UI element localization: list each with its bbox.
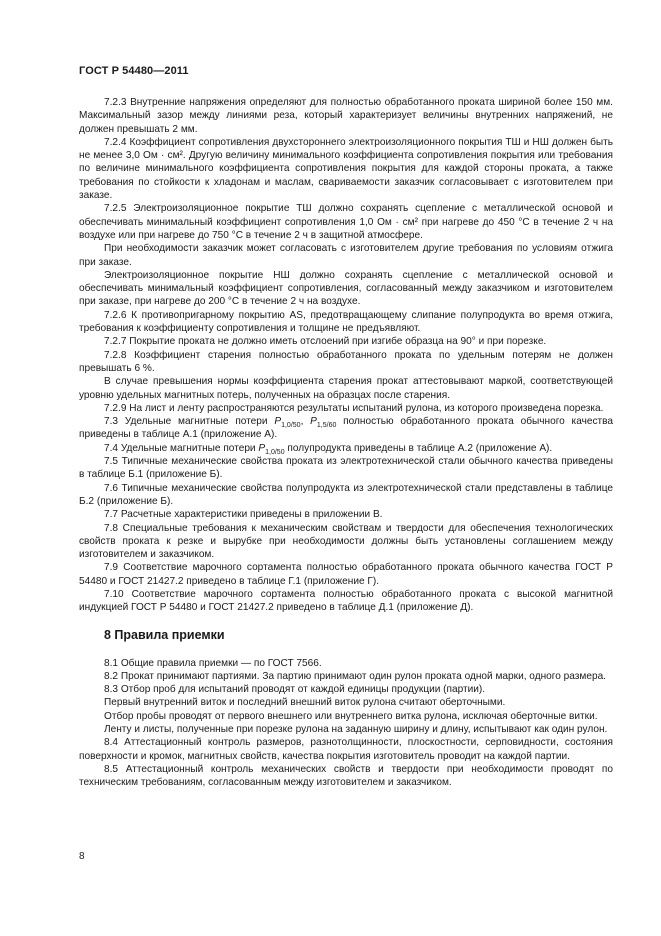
paragraph-8-4: 8.4 Аттестационный контроль размеров, разнотолщинности, плоскостности, серповидности, состояния поверхности и кромок, магнитных свойств, качества покрытия изготовитель проводит на каждой партии. — [79, 737, 613, 762]
page-number: 8 — [79, 851, 85, 862]
paragraph-7-7: 7.7 Расчетные характеристики приведены в приложении В. — [104, 509, 383, 521]
document-header: ГОСТ Р 54480—2011 — [79, 65, 189, 77]
paragraph-8-2: 8.2 Прокат принимают партиями. За партию принимают один рулон проката одной марки, одного размера. — [104, 670, 606, 682]
paragraph-wrap-turns: Первый внутренний виток и последний внешний виток рулона считают оберточными. — [104, 697, 506, 709]
paragraph-7-2-6: 7.2.6 К противопригарному покрытию AS, предотвращающему слипание полупродукта во время отжига, требования к коэффициенту сопротивления и толщине не предъявляют. — [79, 309, 613, 335]
paragraph-7-2-5: 7.2.5 Электроизоляционное покрытие ТШ должно сохранять сцепление с металлической основой и обеспечивать минимальный коэффициент сопротивления 1,0 Ом · см² при нагреве до 450 °С в течение 2 ч на воздухе или при нагреве до 750 °С в течение 2 ч в защитной атмосфере. — [79, 203, 613, 241]
paragraph-7-4: 7.4 Удельные магнитные потери $P_{1,0/50}$ полупродукта приведены в таблице А.2 (приложение А). — [104, 442, 553, 456]
paragraph-7-8: 7.8 Специальные требования к механическим свойствам и твердости для обеспечения технологических свойств проката к резке и вырубке при необходимости должны быть установлены соглашением между изготовителем и заказчиком. — [79, 522, 613, 561]
paragraph-7-2-3: 7.2.3 Внутренние напряжения определяют для полностью обработанного проката шириной более 150 мм. Максимальный зазор между линиями реза, который характеризует величины внутренних напряжений, не должен превышать 2 мм. — [79, 97, 613, 135]
paragraph-8-5: 8.5 Аттестационный контроль механических свойств и твердости при необходимости проводят по техническим требованиям, согласованным между изготовителем и заказчиком. — [79, 763, 613, 789]
paragraph-7-2-9: 7.2.9 На лист и ленту распространяются результаты испытаний рулона, из которого произведена порезка. — [104, 402, 604, 414]
paragraph-7-5: 7.5 Типичные механические свойства проката из электротехнической стали обычного качества приведены в таблице Б.1 (приложение Б). — [79, 456, 613, 481]
paragraph-strip-sheets: Ленту и листы, полученные при порезке рулона на заданную ширину и длину, испытывают как один рулон. — [104, 724, 608, 736]
paragraph-aging-exceed: В случае превышения нормы коэффициента старения прокат аттестовывают маркой, соответствующей уровню удельных магнитных потерь, полученных на образцах после старения. — [79, 376, 613, 401]
document-body — [79, 96, 613, 790]
paragraph-7-10: 7.10 Соответствие марочного сортамента полностью обработанного проката с высокой магнитной индукцией ГОСТ Р 54480 и ГОСТ 21427.2 приведено в таблице Д.1 (приложение Д). — [79, 588, 613, 614]
paragraph-7-2-7: 7.2.7 Покрытие проката не должно иметь отслоений при изгибе образца на 90° и при порезке. — [104, 336, 547, 348]
paragraph-8-3: 8.3 Отбор проб для испытаний проводят от каждой единицы продукции (партии). — [104, 684, 486, 696]
paragraph-7-2-4: 7.2.4 Коэффициент сопротивления двухстороннего электроизоляционного покрытия ТШ и НШ должен быть не менее 3,0 Ом · см². Другую величину минимального коэффициента сопротивления покрытия или требования по величине минимального коэффициента сопротивления покрытия для каждой стороны проката, а также требования по стойкости к хладонам и маслам, свариваемости заказчик согласовывает с изготовителем при заказе. — [79, 136, 613, 202]
paragraph-nsh-coating: Электроизоляционное покрытие НШ должно сохранять сцепление с металлической основой и обеспечивать минимальный коэффициент сопротивления, согласованный между заказчиком и изготовителем при заказе, при нагреве до 200 °С в течение 2 ч на воздухе. — [79, 269, 613, 308]
paragraph-7-2-8: 7.2.8 Коэффициент старения полностью обработанного проката по удельным потерям не должен превышать 6 %. — [79, 349, 613, 374]
section-8-heading: 8 Правила приемки — [104, 627, 225, 642]
paragraph-annealing-conditions: При необходимости заказчик может согласовать с изготовителем другие требования по условиям отжига при заказе. — [79, 243, 613, 268]
paragraph-sampling: Отбор пробы проводят от первого внешнего или внутреннего витка рулона, исключая оберточные витки. — [104, 710, 598, 722]
paragraph-7-9: 7.9 Соответствие марочного сортамента полностью обработанного проката обычного качества ГОСТ Р 54480 и ГОСТ 21427.2 приведено в таблице Г.1 (приложение Г). — [79, 562, 613, 587]
paragraph-7-3: 7.3 Удельные магнитные потери $P_{1,0/50}$, $P_{1,5/60}$ полностью обработанного проката обычного качества приведены в таблице А.1 (приложение А). — [79, 416, 613, 441]
paragraph-8-1: 8.1 Общие правила приемки — по ГОСТ 7566. — [104, 657, 322, 669]
paragraph-7-6: 7.6 Типичные механические свойства полупродукта из электротехнической стали представлены в таблице Б.2 (приложение Б). — [79, 482, 613, 507]
